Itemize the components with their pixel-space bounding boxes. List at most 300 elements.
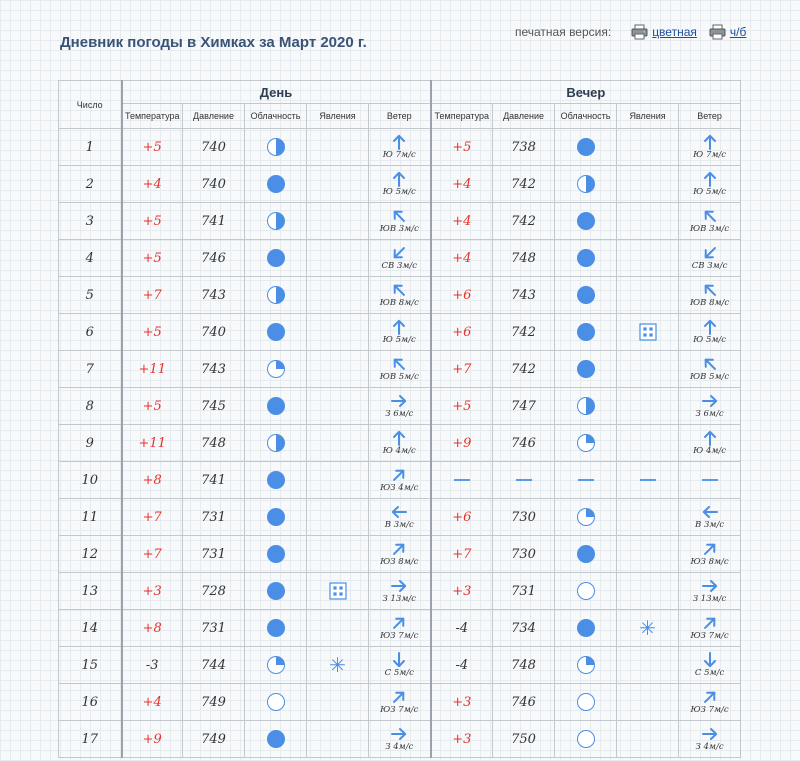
evening-pressure [493,240,555,277]
wind-text: З 13м/с [692,594,727,605]
evening-group-header: Вечер [431,81,741,104]
wind-arrow-icon [391,578,407,594]
cloud-quarter-icon [577,434,595,452]
wind-indicator [679,689,740,715]
wind-arrow-icon [702,504,718,520]
cloud-full-icon [267,249,285,267]
wind-arrow-icon [391,319,407,335]
day-number: 2 [59,166,122,203]
day-temperature [122,462,183,499]
evening-phenomena [617,721,679,758]
day-pressure-value: 728 [201,583,226,599]
evening-phenomena [617,610,679,647]
evening-temperature-value: +4 [452,250,472,266]
cloud-full-icon [267,397,285,415]
evening-phenomena [617,647,679,684]
wind-text: Ю 7м/с [693,150,727,161]
wind-text: Ю 7м/с [382,150,416,161]
evening-cloudiness [555,573,617,610]
evening-temperature [431,203,493,240]
day-cloudiness [245,536,307,573]
day-pressure-header: Давление [183,104,245,129]
day-phenomena [307,314,369,351]
wind-indicator [679,319,740,345]
evening-wind [679,647,741,684]
day-phenomena [307,721,369,758]
evening-cloudiness [555,536,617,573]
print-version-bar [515,24,758,40]
evening-wind [679,462,741,499]
day-cloud-header: Облачность [245,104,307,129]
table-row [59,499,741,536]
day-number: 8 [59,388,122,425]
evening-cloudiness [555,610,617,647]
cloud-empty-icon [577,582,595,600]
day-wind [369,277,431,314]
evening-temperature-value: +7 [452,546,472,562]
empty-dash [578,479,594,481]
wind-indicator [369,652,430,678]
table-row [59,166,741,203]
day-phenomena [307,425,369,462]
evening-pressure [493,684,555,721]
cloud-empty-icon [577,730,595,748]
printer-icon [631,24,648,40]
day-cloudiness [245,240,307,277]
cloud-full-icon [577,619,595,637]
wind-text: З 4м/с [695,742,724,753]
wind-text: Ю 5м/с [693,335,727,346]
day-pressure-value: 740 [201,176,226,192]
table-row [59,462,741,499]
wind-indicator [369,245,430,271]
day-temperature [122,240,183,277]
cloud-half-icon [267,286,285,304]
print-bw-link[interactable] [709,24,746,40]
wind-indicator [679,578,740,604]
day-number-header: Число [59,81,122,129]
wind-indicator [369,319,430,345]
day-phenomena [307,684,369,721]
day-pressure-value: 731 [201,546,226,562]
evening-pressure-value: 743 [511,287,536,303]
day-number: 7 [59,351,122,388]
wind-arrow-icon [702,652,718,668]
precipitation-icon [329,582,347,600]
wind-indicator [369,615,430,641]
day-pressure [183,610,245,647]
evening-cloudiness [555,425,617,462]
day-phenomena [307,573,369,610]
wind-text: ЮЗ 7м/с [380,705,419,716]
evening-temperature [431,536,493,573]
day-temperature-value: +5 [142,250,162,266]
wind-indicator [679,134,740,160]
day-pressure [183,684,245,721]
day-pressure-value: 741 [201,472,226,488]
print-color-link[interactable] [631,24,697,40]
day-wind [369,610,431,647]
evening-temperature [431,425,493,462]
evening-pressure-value: 748 [511,250,536,266]
day-temperature-value: +8 [142,620,162,636]
day-phenomena [307,462,369,499]
wind-indicator [679,245,740,271]
day-phenomena [307,388,369,425]
wind-text: ЮЗ 8м/с [690,557,729,568]
evening-phenomena [617,166,679,203]
cloud-half-icon [267,212,285,230]
evening-pressure-value: 742 [511,324,536,340]
evening-pressure-value: 742 [511,213,536,229]
evening-pressure [493,277,555,314]
wind-text: ЮЗ 4м/с [380,483,419,494]
day-temperature-value: +5 [142,398,162,414]
day-wind [369,240,431,277]
evening-pressure [493,388,555,425]
table-row [59,388,741,425]
day-phenomena [307,610,369,647]
evening-temperature-value: +5 [452,139,472,155]
evening-temperature [431,314,493,351]
wind-indicator [679,208,740,234]
evening-pressure-value: 748 [511,657,536,673]
day-pressure [183,536,245,573]
cloud-full-icon [577,212,595,230]
evening-temperature-value: +4 [452,176,472,192]
wind-text: ЮЗ 8м/с [380,557,419,568]
wind-arrow-icon [391,652,407,668]
wind-indicator [369,393,430,419]
evening-temperature [431,166,493,203]
empty-dash [516,479,532,481]
evening-temperature [431,499,493,536]
cloud-empty-icon [577,693,595,711]
evening-temperature-value: +6 [452,324,472,340]
day-temperature-value: +11 [138,435,166,451]
day-wind [369,425,431,462]
day-wind [369,499,431,536]
evening-wind [679,684,741,721]
day-temperature [122,129,183,166]
cloud-half-icon [577,175,595,193]
cloud-quarter-icon [577,508,595,526]
day-cloudiness [245,277,307,314]
evening-wind-header: Ветер [679,104,741,129]
evening-pressure-value: 746 [511,435,536,451]
wind-text: З 4м/с [385,742,414,753]
day-cloudiness [245,610,307,647]
evening-cloudiness [555,684,617,721]
evening-temperature [431,462,493,499]
wind-indicator [369,504,430,530]
day-pressure [183,166,245,203]
evening-phenomena [617,240,679,277]
table-row [59,647,741,684]
day-temperature [122,351,183,388]
day-temperature-value: -3 [145,657,159,673]
day-temperature-value: +4 [142,176,162,192]
day-pressure-value: 748 [201,435,226,451]
day-temperature [122,203,183,240]
print-bw-label[interactable]: ч/б [729,25,747,39]
wind-indicator [679,282,740,308]
day-temperature [122,684,183,721]
evening-wind [679,166,741,203]
day-pressure [183,647,245,684]
evening-cloudiness [555,462,617,499]
evening-pressure [493,203,555,240]
evening-phenomena [617,314,679,351]
cloud-half-icon [577,397,595,415]
wind-text: Ю 5м/с [382,187,416,198]
evening-cloudiness [555,166,617,203]
wind-arrow-icon [391,356,407,372]
wind-indicator [369,430,430,456]
wind-text: З 6м/с [695,409,724,420]
day-wind [369,203,431,240]
day-temperature-value: +5 [142,139,162,155]
evening-pressure [493,462,555,499]
day-pressure-value: 731 [201,509,226,525]
evening-phenomena [617,129,679,166]
empty-dash [454,479,470,481]
day-cloudiness [245,203,307,240]
wind-arrow-icon [391,467,407,483]
wind-indicator [679,171,740,197]
cloud-full-icon [577,545,595,563]
evening-wind [679,240,741,277]
weather-table [58,80,741,758]
evening-temperature [431,351,493,388]
evening-temperature-value: +3 [452,731,472,747]
day-pressure-value: 749 [201,694,226,710]
evening-wind [679,610,741,647]
day-temperature [122,277,183,314]
wind-indicator [679,356,740,382]
evening-pressure [493,351,555,388]
day-temperature [122,647,183,684]
wind-indicator [369,282,430,308]
wind-indicator [679,393,740,419]
wind-indicator [369,208,430,234]
evening-phenomena [617,536,679,573]
wind-text: ЮВ 8м/с [689,298,730,309]
day-cloudiness [245,647,307,684]
table-row [59,314,741,351]
day-cloudiness [245,684,307,721]
day-wind [369,351,431,388]
day-wind [369,647,431,684]
day-temperature [122,721,183,758]
evening-pressure [493,573,555,610]
cloud-full-icon [577,323,595,341]
wind-text: С 5м/с [384,668,414,679]
day-temperature-value: +7 [142,509,162,525]
wind-arrow-icon [391,245,407,261]
day-temperature-value: +4 [142,694,162,710]
cloud-full-icon [267,730,285,748]
evening-phenomena [617,203,679,240]
wind-arrow-icon [702,393,718,409]
wind-indicator [369,726,430,752]
evening-pressure [493,129,555,166]
evening-temperature-value: +9 [452,435,472,451]
day-number: 10 [59,462,122,499]
day-cloudiness [245,499,307,536]
day-cloudiness [245,388,307,425]
evening-pressure-value: 750 [511,731,536,747]
wind-indicator [679,541,740,567]
day-wind [369,166,431,203]
evening-cloudiness [555,277,617,314]
day-wind [369,314,431,351]
day-phenomena [307,536,369,573]
day-number: 5 [59,277,122,314]
evening-wind [679,573,741,610]
evening-temperature [431,388,493,425]
day-wind [369,536,431,573]
evening-phenomena [617,499,679,536]
print-color-label[interactable]: цветная [652,25,697,39]
evening-wind [679,388,741,425]
cloud-full-icon [267,175,285,193]
day-number: 6 [59,314,122,351]
day-temperature [122,388,183,425]
cloud-quarter-icon [577,656,595,674]
day-pressure-value: 731 [201,620,226,636]
day-temperature [122,166,183,203]
day-pressure [183,314,245,351]
evening-temperature [431,240,493,277]
wind-arrow-icon [702,245,718,261]
wind-text: З 13м/с [382,594,417,605]
wind-text: В 3м/с [695,520,725,531]
cloud-full-icon [577,138,595,156]
evening-cloudiness [555,314,617,351]
table-row [59,240,741,277]
day-cloudiness [245,351,307,388]
wind-arrow-icon [702,615,718,631]
day-wind [369,684,431,721]
evening-phenomena [617,462,679,499]
day-number: 17 [59,721,122,758]
printer-icon [709,24,726,40]
evening-cloudiness [555,129,617,166]
table-row [59,129,741,166]
day-temperature [122,536,183,573]
day-pressure-value: 741 [201,213,226,229]
wind-arrow-icon [391,615,407,631]
day-number: 15 [59,647,122,684]
wind-text: СВ 3м/с [381,261,418,272]
evening-wind [679,721,741,758]
table-row [59,536,741,573]
evening-wind [679,277,741,314]
evening-cloudiness [555,203,617,240]
evening-wind [679,314,741,351]
day-temperature [122,573,183,610]
day-pressure-value: 746 [201,250,226,266]
table-row [59,351,741,388]
day-phenomena [307,647,369,684]
day-pressure [183,351,245,388]
wind-arrow-icon [391,430,407,446]
day-pressure [183,277,245,314]
evening-phenomena-header: Явления [617,104,679,129]
wind-text: Ю 4м/с [382,446,416,457]
evening-wind [679,203,741,240]
evening-cloudiness [555,647,617,684]
cloud-half-icon [267,138,285,156]
table-row [59,684,741,721]
wind-arrow-icon [391,134,407,150]
wind-text: Ю 5м/с [693,187,727,198]
day-wind [369,573,431,610]
wind-text: З 6м/с [385,409,414,420]
wind-text: ЮЗ 7м/с [690,631,729,642]
evening-wind [679,425,741,462]
evening-temperature [431,573,493,610]
wind-text: ЮЗ 7м/с [380,631,419,642]
wind-arrow-icon [391,504,407,520]
day-number: 11 [59,499,122,536]
wind-indicator [369,578,430,604]
evening-phenomena [617,388,679,425]
wind-arrow-icon [702,356,718,372]
wind-arrow-icon [391,541,407,557]
evening-pressure-value: 730 [511,546,536,562]
day-temperature-value: +7 [142,287,162,303]
table-row [59,573,741,610]
evening-pressure-header: Давление [493,104,555,129]
table-row [59,610,741,647]
evening-phenomena [617,351,679,388]
evening-pressure [493,536,555,573]
evening-temperature [431,684,493,721]
evening-pressure-value: 746 [511,694,536,710]
day-pressure [183,721,245,758]
wind-indicator [679,726,740,752]
day-pressure [183,240,245,277]
evening-pressure-value: 730 [511,509,536,525]
day-phenomena [307,166,369,203]
evening-temperature-value: +7 [452,361,472,377]
evening-wind [679,351,741,388]
cloud-full-icon [267,471,285,489]
wind-text: ЮВ 5м/с [689,372,730,383]
evening-cloudiness [555,499,617,536]
cloud-empty-icon [267,693,285,711]
table-row [59,425,741,462]
wind-arrow-icon [391,282,407,298]
evening-phenomena [617,425,679,462]
wind-indicator [369,134,430,160]
wind-arrow-icon [702,541,718,557]
day-temperature [122,610,183,647]
day-phenomena [307,203,369,240]
wind-indicator [369,356,430,382]
day-cloudiness [245,462,307,499]
day-pressure [183,388,245,425]
day-phenomena [307,129,369,166]
evening-pressure [493,314,555,351]
wind-arrow-icon [702,171,718,187]
wind-indicator [679,652,740,678]
wind-arrow-icon [702,430,718,446]
evening-temperature-value: -4 [455,657,469,673]
cloud-full-icon [267,582,285,600]
